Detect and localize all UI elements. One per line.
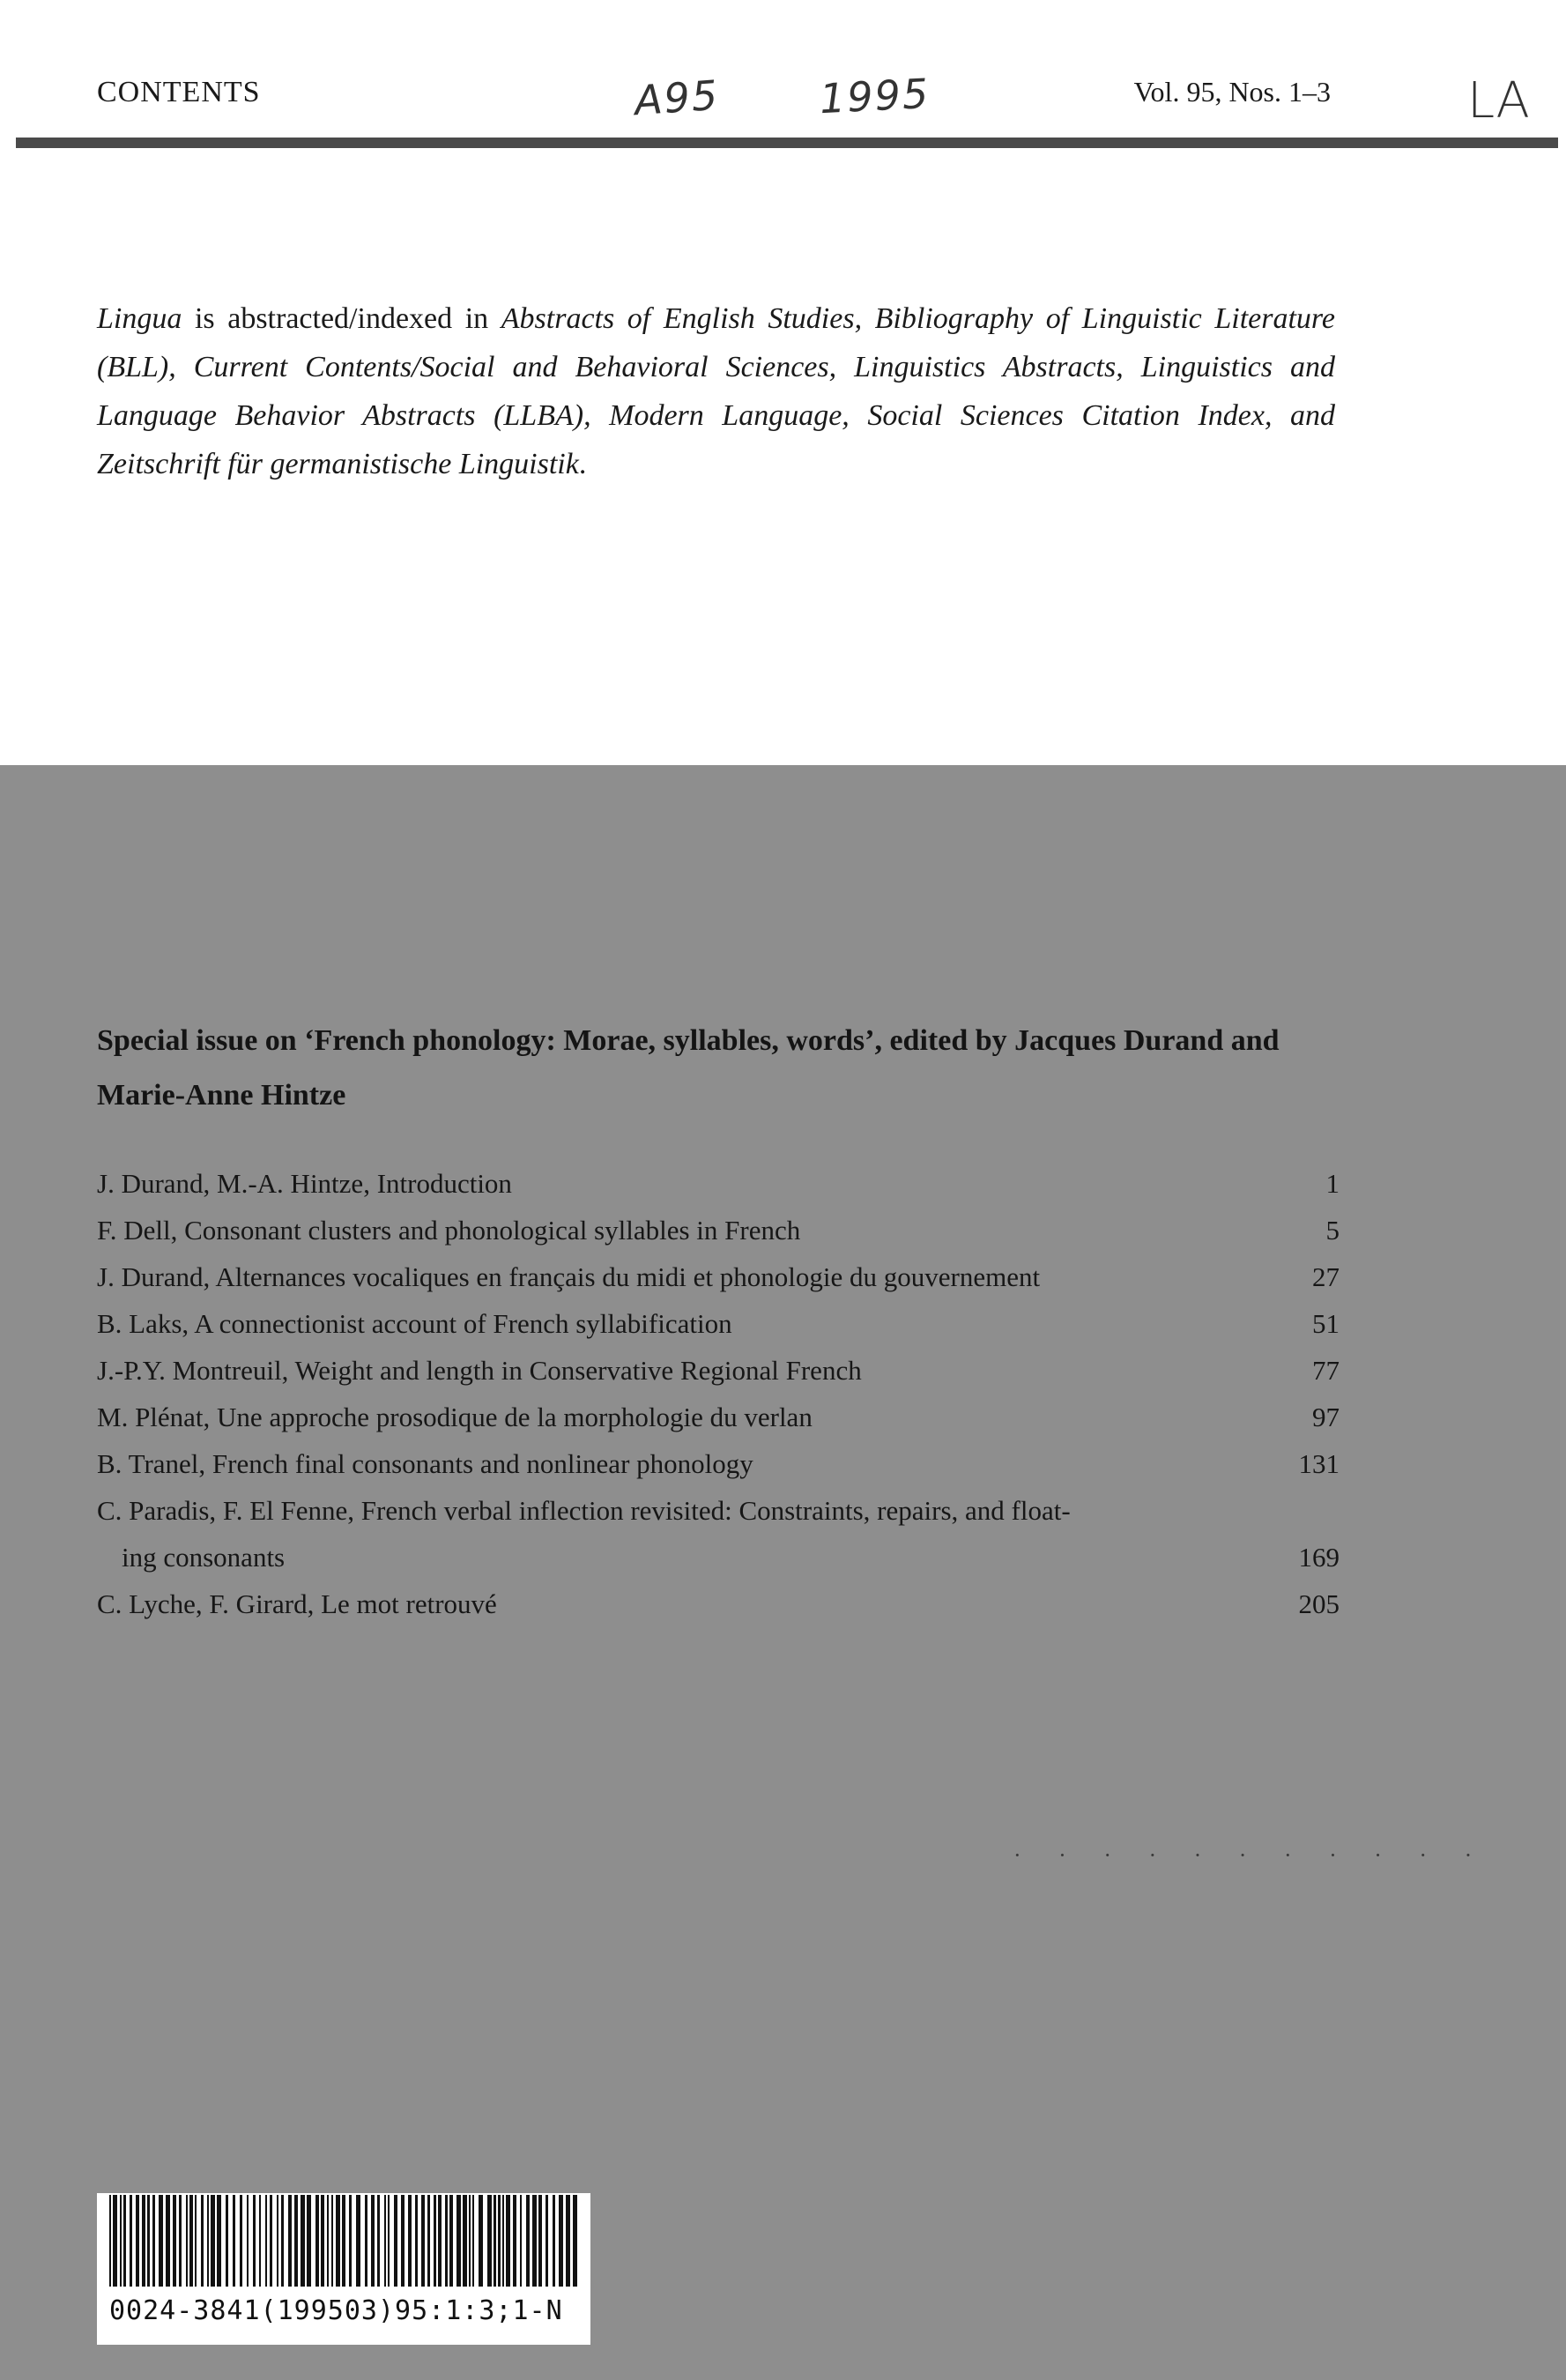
barcode-bar	[349, 2195, 352, 2287]
barcode-bar	[179, 2195, 182, 2287]
abstract-services: Abstracts of English Studies, Bibliography of Linguistic Literature (BLL), Current Contents/Social and Behavioral Sciences, Linguistics Abstracts, Linguistics and Language Behavior Abstracts (LLBA), Modern Language, Social Sciences Citation Index,	[97, 302, 1335, 432]
barcode-bar	[365, 2195, 367, 2287]
barcode-bar	[427, 2195, 430, 2287]
barcode-bar	[233, 2195, 235, 2287]
barcode-bar	[449, 2195, 453, 2287]
barcode-bar	[136, 2195, 139, 2287]
toc-page: 169	[1298, 1542, 1340, 1573]
barcode-bar	[123, 2195, 126, 2287]
barcode-bar	[277, 2195, 278, 2287]
barcode-bar	[159, 2195, 163, 2287]
barcode-bar	[384, 2195, 386, 2287]
barcode-bar	[113, 2195, 117, 2287]
barcode-bar	[498, 2195, 501, 2287]
barcode-bar	[120, 2195, 122, 2287]
barcode-bar	[342, 2195, 345, 2287]
toc-title: C. Paradis, F. El Fenne, French verbal inflection revisited: Constraints, repairs, and float-	[97, 1495, 1071, 1526]
toc-title: C. Lyche, F. Girard, Le mot retrouvé	[97, 1588, 497, 1619]
barcode-bar	[513, 2195, 516, 2287]
barcode-bar	[195, 2195, 197, 2287]
barcode	[97, 2193, 590, 2345]
barcode-bar	[152, 2195, 155, 2287]
barcode-bar	[327, 2195, 329, 2287]
barcode-bar	[211, 2195, 215, 2287]
abstract-conj: and	[1272, 399, 1335, 432]
barcode-bar	[520, 2195, 522, 2287]
barcode-bar	[301, 2195, 305, 2287]
scan-specks: · · · · · · · · · · ·	[1013, 1842, 1488, 1868]
toc-page: 27	[1312, 1261, 1340, 1292]
barcode-bar	[307, 2195, 311, 2287]
barcode-bar	[546, 2195, 548, 2287]
toc-title: B. Tranel, French final consonants and nonlinear phonology	[97, 1448, 753, 1479]
toc-entry	[97, 1160, 1340, 1207]
contents-label: CONTENTS	[97, 76, 261, 108]
barcode-bar	[559, 2195, 563, 2287]
barcode-bar	[538, 2195, 542, 2287]
header	[97, 71, 1331, 123]
toc-title: J. Durand, M.-A. Hintze, Introduction	[97, 1168, 512, 1199]
barcode-bar	[463, 2195, 467, 2287]
barcode-bar	[532, 2195, 537, 2287]
barcode-bar	[377, 2195, 380, 2287]
toc-page: 205	[1298, 1588, 1340, 1619]
special-issue-heading: Special issue on ‘French phonology: Morae, syllables, words’, edited by Jacques Durand and Marie-Anne Hintze	[97, 1024, 1280, 1112]
barcode-bar	[186, 2195, 188, 2287]
barcode-bar	[502, 2195, 504, 2287]
barcode-bar	[401, 2195, 404, 2287]
toc-title: M. Plénat, Une approche prosodique de la morphologie du verlan	[97, 1402, 813, 1432]
toc-entry	[97, 1253, 1340, 1300]
toc-entry	[97, 1347, 1340, 1394]
barcode-bar	[259, 2195, 261, 2287]
barcode-bar	[388, 2195, 390, 2287]
barcode-bar	[456, 2195, 461, 2287]
barcode-bar	[173, 2195, 176, 2287]
barcode-bar	[408, 2195, 412, 2287]
toc-page: 5	[1325, 1215, 1340, 1246]
barcode-bar	[189, 2195, 193, 2287]
barcode-bar	[479, 2195, 483, 2287]
handwritten-note: A95	[633, 71, 721, 125]
barcode-bar	[270, 2195, 272, 2287]
abstract-last-service: Zeitschrift für germanistische Linguistik	[97, 448, 579, 480]
barcode-bar	[109, 2195, 111, 2287]
barcode-bar	[573, 2195, 577, 2287]
barcode-bar	[240, 2195, 242, 2287]
barcode-bar	[566, 2195, 570, 2287]
barcode-number: 0024-3841(199503)95:1:3;1-N	[109, 2295, 563, 2326]
toc-entry	[97, 1394, 1340, 1440]
barcode-bar	[130, 2195, 132, 2287]
barcode-bar	[445, 2195, 448, 2287]
barcode-bar	[494, 2195, 496, 2287]
toc-page: 97	[1312, 1402, 1340, 1432]
toc-title: J.-P.Y. Montreuil, Weight and length in Conservative Regional French	[97, 1355, 862, 1386]
toc-page: 77	[1312, 1355, 1340, 1386]
toc-page: 51	[1312, 1308, 1340, 1339]
header-rule	[16, 138, 1558, 148]
barcode-bar	[247, 2195, 249, 2287]
abstracting-notice	[97, 294, 1335, 488]
toc-entry	[97, 1207, 1340, 1253]
toc-title: J. Durand, Alternances vocaliques en français du midi et phonologie du gouvernement	[97, 1261, 1041, 1292]
handwritten-note: 1995	[818, 69, 931, 123]
toc-title: B. Laks, A connectionist account of French syllabification	[97, 1308, 732, 1339]
barcode-bar	[336, 2195, 340, 2287]
handwritten-note: LA	[1467, 72, 1530, 130]
barcode-bar	[147, 2195, 150, 2287]
barcode-bar	[226, 2195, 228, 2287]
toc-entry	[97, 1487, 1340, 1580]
barcode-bar	[281, 2195, 284, 2287]
barcode-bar	[217, 2195, 221, 2287]
volume-label: Vol. 95, Nos. 1–3	[1133, 76, 1331, 108]
barcode-bar	[553, 2195, 555, 2287]
barcode-bar	[421, 2195, 425, 2287]
barcode-bar	[201, 2195, 204, 2287]
barcode-bar	[438, 2195, 442, 2287]
barcode-bar	[288, 2195, 292, 2287]
journal-name: Lingua	[97, 302, 182, 335]
barcode-bar	[315, 2195, 319, 2287]
barcode-bar	[415, 2195, 418, 2287]
barcode-bar	[472, 2195, 474, 2287]
barcode-bar	[394, 2195, 397, 2287]
barcode-bar	[207, 2195, 209, 2287]
barcode-bar	[166, 2195, 170, 2287]
abstract-end: .	[578, 448, 587, 480]
barcode-bar	[526, 2195, 530, 2287]
barcode-bar	[356, 2195, 360, 2287]
toc-title: F. Dell, Consonant clusters and phonological syllables in French	[97, 1215, 801, 1246]
barcode-bar	[331, 2195, 333, 2287]
barcode-bar	[294, 2195, 298, 2287]
barcode-bar	[142, 2195, 145, 2287]
barcode-bar	[469, 2195, 471, 2287]
barcode-bar	[506, 2195, 510, 2287]
toc-page: 1	[1325, 1168, 1340, 1199]
toc-title-continued: ing consonants	[122, 1542, 286, 1573]
barcode-bar	[371, 2195, 375, 2287]
table-of-contents	[97, 1160, 1340, 1627]
barcode-bars	[104, 2193, 585, 2292]
barcode-bar	[253, 2195, 256, 2287]
barcode-bar	[321, 2195, 324, 2287]
barcode-bar	[434, 2195, 436, 2287]
abstract-intro: is abstracted/indexed in	[182, 302, 501, 335]
toc-page: 131	[1298, 1448, 1340, 1479]
toc-entry	[97, 1300, 1340, 1347]
barcode-bar	[487, 2195, 492, 2287]
toc-entry	[97, 1580, 1340, 1627]
toc-entry	[97, 1440, 1340, 1487]
barcode-bar	[265, 2195, 267, 2287]
